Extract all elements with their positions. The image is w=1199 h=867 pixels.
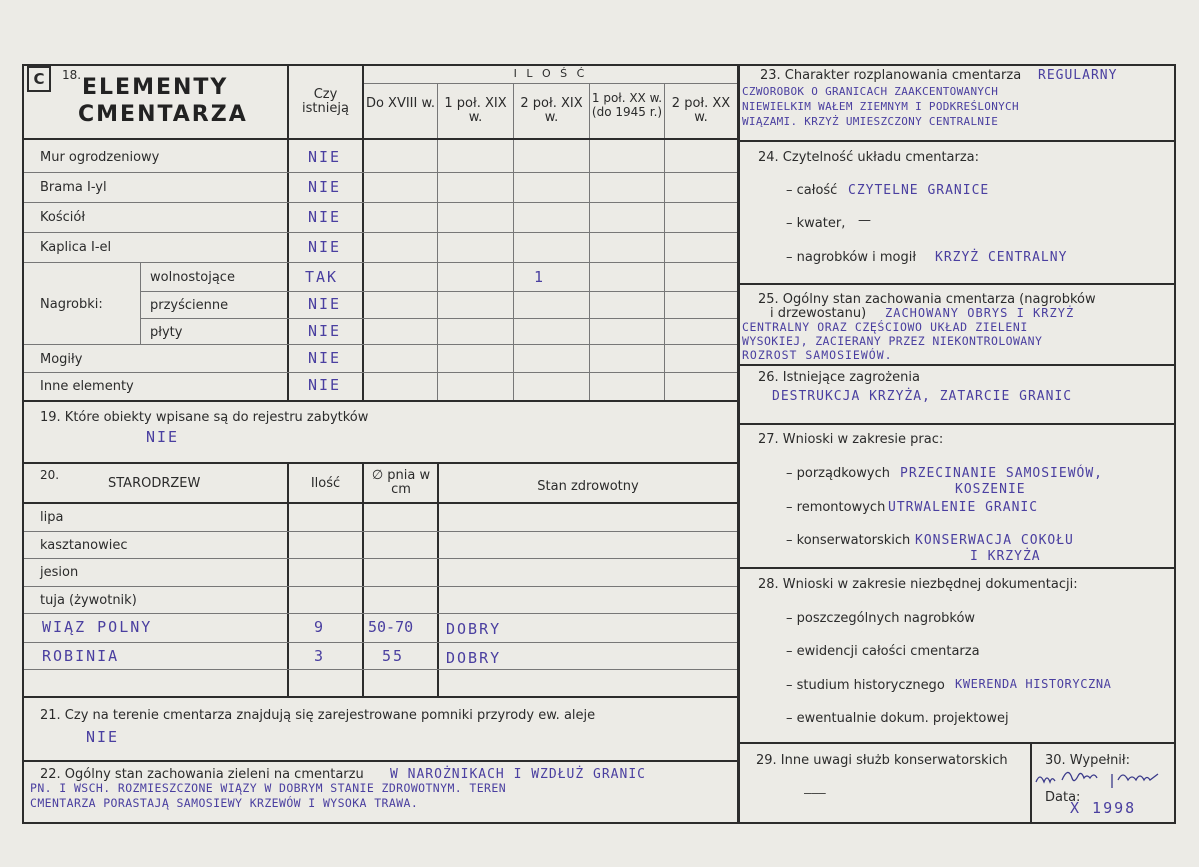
t20-hline-end [24,696,737,698]
s27-order-line1: PRZECINANIE SAMOSIEWÓW, [900,466,1104,481]
t20-species-handwritten: WIĄZ POLNY [42,618,153,636]
s20-title: STARODRZEW [108,476,201,491]
s28-study-answer: KWERENDA HISTORYCZNA [955,677,1112,691]
s22-question: 22. Ogólny stan zachowania zieleni na cmentarzu [40,767,364,782]
t20-hline-3 [24,586,737,587]
s29-answer: ——— [804,786,826,800]
s28-bottom-line [740,742,1174,744]
s30-date-label: Data: [1045,790,1081,805]
t18-exists-value: NIE [308,349,342,367]
s24-graves-value: KRZYŻ CENTRALNY [935,250,1068,265]
s22-answer-line2: PN. I WSCH. ROZMIESZCZONE WIĄZY W DOBRYM STANIE ZDROWOTNYM. TEREN [30,781,507,795]
t18-row-label: przyścienne [150,298,229,313]
frame-right [1174,64,1176,824]
section-18-number: 18. [62,68,82,82]
signature [1032,766,1174,790]
t18-exists-value: NIE [308,322,342,340]
center-divider [737,64,740,824]
t18-vline-nagrobki [140,262,141,344]
s30-date-value: X 1998 [1070,799,1137,817]
s25-answer-line1: ZACHOWANY OBRYS I KRZYŻ [885,306,1075,320]
t18-vline-p3 [589,84,590,400]
t18-row-label: Brama I-yl [40,180,107,195]
t20-diameter: 55 [382,647,405,665]
t18-period-4: 1 poł. XX w. (do 1945 r.) [591,91,663,119]
s21-answer: NIE [86,728,120,746]
s25-question-line2: i drzewostanu) [770,306,867,321]
t18-exists-value: NIE [308,238,342,256]
s25-question-line1: 25. Ogólny stan zachowania cmentarza (nagrobków [758,292,1096,307]
s27-conserv-line2: I KRZYŻA [970,549,1041,564]
t18-row-label: wolnostojące [150,270,235,285]
t18-row-label: płyty [150,325,183,340]
s20-col-count: Ilość [310,476,341,491]
s25-answer-line2: CENTRALNY ORAZ CZĘŚCIOWO UKŁAD ZIELENI [742,320,1028,334]
s28-question: 28. Wnioski w zakresie niezbędnej dokumentacji: [758,577,1078,592]
t18-period-2: 1 poł. XIX w. [444,96,507,125]
t18-exists-value: NIE [308,376,342,394]
t18-period-5: 2 poł. XX w. [671,96,731,125]
s28-item: – poszczególnych nagrobków [786,611,976,626]
t20-species: tuja (żywotnik) [40,593,137,608]
s29-question: 29. Inne uwagi służb konserwatorskich [756,753,1008,768]
t18-vline-p2 [513,84,514,400]
frame-top [22,64,1176,66]
t18-hline-4 [24,262,737,263]
t18-row-label: Mogiły [40,352,83,367]
s26-question: 26. Istniejące zagrożenia [758,370,920,385]
t18-vline-p1 [437,84,438,400]
s27-conserv-label: – konserwatorskich [786,533,911,548]
t18-ilosc-header: I L O Ś Ć [513,67,588,80]
t20-health: DOBRY [446,620,502,638]
s24-quarters-label: – kwater, [786,216,846,231]
t18-exists-value: NIE [308,178,342,196]
frame-left [22,64,24,824]
s23-answer-line3: NIEWIELKIM WAŁEM ZIEMNYM I PODKREŚLONYCH [742,100,1019,113]
s25-answer-line4: ROZROST SAMOSIEWÓW. [742,348,893,362]
s23-answer-line4: WIĄZAMI. KRZYŻ UMIESZCZONY CENTRALNIE [742,115,999,128]
s22-answer-line3: CMENTARZA PORASTAJĄ SAMOSIEWY KRZEWÓW I WYSOKA TRAWA. [30,796,419,810]
s27-question: 27. Wnioski w zakresie prac: [758,432,944,447]
t20-hline-1 [24,531,737,532]
s26-answer: DESTRUKCJA KRZYŻA, ZATARCIE GRANIC [772,389,1073,404]
s24-quarters-value: — [858,213,871,228]
t20-vline-3 [437,462,439,698]
t20-species: lipa [40,510,64,525]
s23-answer-line1: REGULARNY [1038,68,1118,83]
s22-answer-line1: W NAROŻNIKACH I WZDŁUŻ GRANIC [390,767,646,782]
t18-vline-p4 [664,84,665,400]
t20-hline-6 [24,669,737,670]
s30-title: 30. Wypełnił: [1045,753,1130,768]
t20-vline-2 [362,462,364,698]
t18-hline-7 [24,344,737,345]
t18-exists-value: TAK [305,268,339,286]
s27-conserv-line1: KONSERWACJA COKOŁU [915,533,1074,548]
s23-bottom-line [740,140,1174,142]
t18-nagrobki-label: Nagrobki: [40,297,103,312]
t18-count-value: 1 [534,268,546,286]
t18-row-label: Inne elementy [40,379,134,394]
s28-item: – studium historycznego [786,678,945,693]
t18-hline-end [24,400,737,402]
s21-bottom-line [24,760,737,762]
s24-whole-label: – całość [786,183,838,198]
s23-question: 23. Charakter rozplanowania cmentarza [760,68,1022,83]
t18-exists-value: NIE [308,148,342,166]
t18-hline-8 [24,372,737,373]
t18-hline-1 [24,172,737,173]
t18-row-label: Kaplica I-el [40,240,112,255]
t20-diameter: 50-70 [368,618,414,636]
t20-count: 3 [314,647,326,665]
frame-bottom [22,822,1176,824]
t18-row-label: Mur ogrodzeniowy [40,150,160,165]
s27-order-line2: KOSZENIE [955,482,1026,497]
s24-bottom-line [740,283,1174,285]
t20-count: 9 [314,618,326,636]
t18-hline-5 [140,291,737,292]
s25-bottom-line [740,364,1174,366]
s24-question: 24. Czytelność układu cmentarza: [758,150,980,165]
t20-vline-1 [287,462,289,698]
s20-number: 20. [40,468,60,482]
t20-hline-2 [24,558,737,559]
s28-item: – ewentualnie dokum. projektowej [786,711,1009,726]
s23-answer-line2: CZWOROBOK O GRANICACH ZAAKCENTOWANYCH [742,85,999,98]
t18-row-label: Kościół [40,210,86,225]
s19-answer: NIE [146,428,180,446]
s20-col-diameter: ∅ pnia w cm [371,468,431,497]
t18-col-exists: Czy istnieją [302,87,349,116]
t18-hline-ilosc [364,83,737,84]
section-18-title-2: CMENTARZA [78,102,248,127]
section-18-title-1: ELEMENTY [82,75,229,100]
t18-hline-2 [24,202,737,203]
s25-answer-line3: WYSOKIEJ, ZACIERANY PRZEZ NIEKONTROLOWANY [742,334,1043,348]
s28-item: – ewidencji całości cmentarza [786,644,980,659]
t20-species: kasztanowiec [40,538,128,553]
s20-col-health: Stan zdrowotny [537,479,639,494]
t18-exists-value: NIE [308,208,342,226]
t18-exists-value: NIE [308,295,342,313]
t20-hline-5 [24,642,737,643]
t20-species-handwritten: ROBINIA [42,647,120,665]
s27-repair-label: – remontowych [786,500,886,515]
s19-bottom-line [24,462,737,464]
s27-order-label: – porządkowych [786,466,890,481]
t20-hline-header [24,502,737,504]
t20-hline-4 [24,613,737,614]
t20-species: jesion [40,565,79,580]
t20-health: DOBRY [446,649,502,667]
s27-bottom-line [740,567,1174,569]
t18-period-3: 2 poł. XIX w. [520,96,583,125]
t18-period-1: Do XVIII w. [365,96,436,111]
t18-hline-6 [140,318,737,319]
s19-question: 19. Które obiekty wpisane są do rejestru zabytków [40,410,369,425]
s24-whole-value: CZYTELNE GRANICE [848,183,990,198]
s21-question: 21. Czy na terenie cmentarza znajdują się zarejestrowane pomniki przyrody ew. aleje [40,708,596,723]
t18-hline-3 [24,232,737,233]
s27-repair-value: UTRWALENIE GRANIC [888,500,1039,515]
s26-bottom-line [740,423,1174,425]
t18-hline-header [24,138,737,140]
section-letter-box: C [27,66,51,92]
s24-graves-label: – nagrobków i mogił [786,250,917,265]
